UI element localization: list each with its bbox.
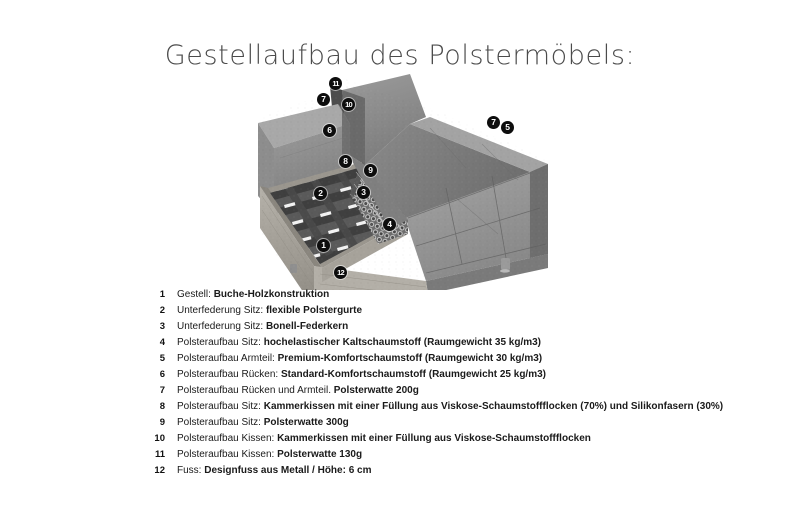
legend-row bbox=[145, 368, 785, 382]
legend-number: 9 bbox=[159, 417, 165, 428]
legend-row bbox=[145, 448, 785, 462]
legend-text bbox=[165, 304, 785, 318]
legend-text-bold: flexible Polstergurte bbox=[265, 305, 363, 316]
legend-text-normal: Polsteraufbau Sitz: bbox=[177, 337, 264, 348]
callout-marker-6: 6 bbox=[323, 124, 336, 137]
callout-marker-3: 3 bbox=[357, 186, 370, 199]
legend-text-normal: Unterfederung Sitz: bbox=[177, 321, 266, 332]
legend-text-normal: Unterfederung Sitz: bbox=[177, 305, 266, 316]
legend-text-normal: Polsteraufbau Kissen: bbox=[177, 433, 278, 444]
callout-marker-2: 2 bbox=[314, 187, 327, 200]
callout-marker-1: 1 bbox=[317, 239, 330, 252]
callout-marker-12: 12 bbox=[334, 266, 347, 279]
legend-text-bold: Kammerkissen mit einer Füllung aus Viskose-Schaumstoffflocken bbox=[277, 433, 591, 444]
fabric-texture-overlay bbox=[258, 74, 548, 290]
legend-number: 1 bbox=[159, 289, 165, 300]
sofa-illustration bbox=[230, 68, 560, 290]
legend-text-bold: Polsterwatte 300g bbox=[263, 417, 349, 428]
legend-number: 5 bbox=[159, 353, 165, 364]
legend-text-normal: Polsteraufbau Armteil: bbox=[177, 353, 278, 364]
sofa-illustration-svg bbox=[230, 68, 560, 290]
legend-text bbox=[165, 336, 785, 350]
legend-text-normal: Polsteraufbau Sitz: bbox=[177, 417, 264, 428]
legend-text-bold: Polsterwatte 130g bbox=[277, 449, 363, 460]
legend-text bbox=[165, 352, 785, 366]
legend-text bbox=[165, 368, 785, 382]
legend-text-normal: Gestell: bbox=[177, 289, 214, 300]
page-title: Gestellaufbau des Polstermöbels: bbox=[164, 40, 636, 71]
callout-marker-4: 4 bbox=[383, 218, 396, 231]
legend-text bbox=[165, 400, 785, 414]
callout-marker-5: 5 bbox=[501, 121, 514, 134]
legend-text bbox=[165, 464, 785, 478]
legend-text-bold: Kammerkissen mit einer Füllung aus Viskose-Schaumstoffflocken (70%) und Silikonfasern (30%) bbox=[263, 401, 724, 412]
legend-text bbox=[165, 384, 785, 398]
legend-text-normal: Polsteraufbau Rücken und Armteil. bbox=[177, 385, 334, 396]
legend-text-normal: Polsteraufbau Sitz: bbox=[177, 401, 264, 412]
legend-number: 6 bbox=[159, 369, 165, 380]
legend-number: 10 bbox=[154, 433, 165, 444]
legend-row bbox=[145, 400, 785, 414]
callout-marker-7b: 7 bbox=[487, 116, 500, 129]
legend-text-bold: Buche-Holzkonstruktion bbox=[213, 289, 330, 300]
legend-text-bold: hochelastischer Kaltschaumstoff (Raumgewicht 35 kg/m3) bbox=[263, 337, 542, 348]
legend-row bbox=[145, 384, 785, 398]
legend-text bbox=[165, 288, 785, 302]
legend-text-normal: Fuss: bbox=[177, 465, 205, 476]
callout-marker-7: 7 bbox=[317, 93, 330, 106]
legend-number: 7 bbox=[159, 385, 165, 396]
legend-text-bold: Standard-Komfortschaumstoff (Raumgewicht 25 kg/m3) bbox=[280, 369, 546, 380]
legend-row bbox=[145, 352, 785, 366]
legend-row bbox=[145, 464, 785, 478]
legend-text-bold: Designfuss aus Metall / Höhe: 6 cm bbox=[204, 465, 372, 476]
legend-number: 8 bbox=[159, 401, 165, 412]
legend-text bbox=[165, 416, 785, 430]
legend-text-bold: Bonell-Federkern bbox=[265, 321, 349, 332]
callout-marker-10: 10 bbox=[342, 98, 355, 111]
legend-text bbox=[165, 448, 785, 462]
legend-row bbox=[145, 432, 785, 446]
legend-number: 4 bbox=[159, 337, 165, 348]
legend-text bbox=[165, 432, 785, 446]
legend-row bbox=[145, 336, 785, 350]
legend-row bbox=[145, 288, 785, 302]
legend-number: 2 bbox=[159, 305, 165, 316]
legend-text-bold: Polsterwatte 200g bbox=[333, 385, 419, 396]
legend-row bbox=[145, 304, 785, 318]
callout-marker-9: 9 bbox=[364, 164, 377, 177]
callout-marker-8: 8 bbox=[339, 155, 352, 168]
legend-text-normal: Polsteraufbau Rücken: bbox=[177, 369, 281, 380]
legend-number: 11 bbox=[154, 449, 165, 460]
legend-row bbox=[145, 416, 785, 430]
legend-text-normal: Polsteraufbau Kissen: bbox=[177, 449, 278, 460]
legend-number: 3 bbox=[159, 321, 165, 332]
legend-list bbox=[145, 288, 785, 480]
legend-text-bold: Premium-Komfortschaumstoff (Raumgewicht 30 kg/m3) bbox=[277, 353, 543, 364]
callout-marker-11: 11 bbox=[329, 77, 342, 90]
legend-row bbox=[145, 320, 785, 334]
legend-text bbox=[165, 320, 785, 334]
legend-number: 12 bbox=[154, 465, 165, 476]
